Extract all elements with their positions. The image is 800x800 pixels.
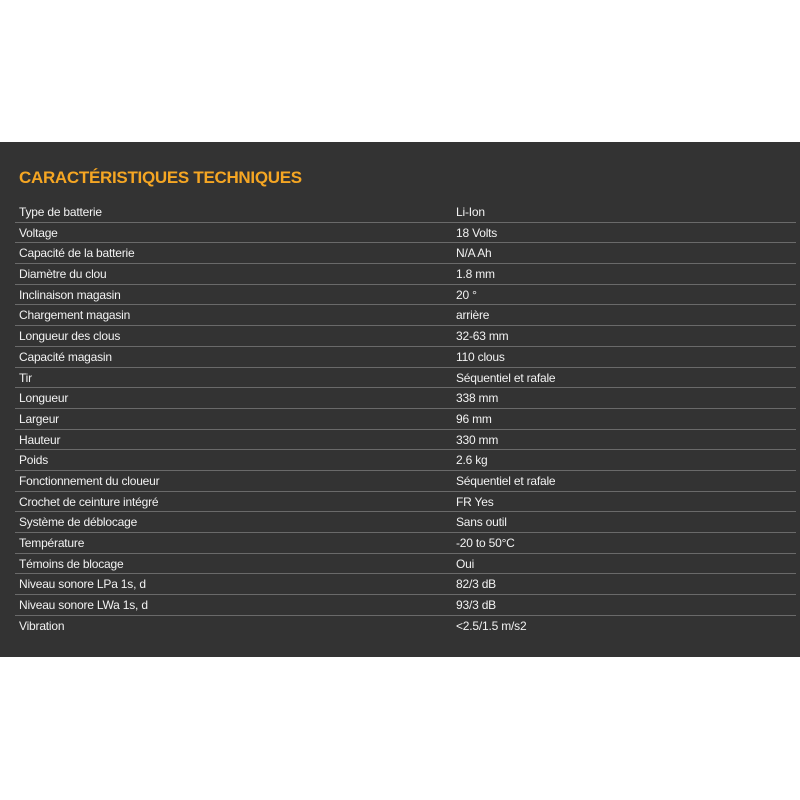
spec-value: 20 ° bbox=[456, 287, 477, 302]
spec-value: 96 mm bbox=[456, 411, 492, 426]
spec-label: Niveau sonore LWa 1s, d bbox=[19, 598, 148, 613]
spec-label: Capacité de la batterie bbox=[19, 246, 135, 261]
spec-value: N/A Ah bbox=[456, 246, 492, 261]
specs-panel bbox=[0, 142, 800, 657]
spec-label: Vibration bbox=[19, 618, 65, 633]
spec-label: Capacité magasin bbox=[19, 349, 112, 364]
spec-label: Diamètre du clou bbox=[19, 267, 107, 282]
spec-label: Système de déblocage bbox=[19, 515, 138, 530]
spec-label: Tir bbox=[19, 370, 32, 385]
spec-row bbox=[15, 243, 796, 264]
spec-label: Voltage bbox=[19, 225, 58, 240]
spec-row bbox=[15, 450, 796, 471]
spec-row bbox=[15, 471, 796, 492]
spec-row bbox=[15, 616, 796, 637]
spec-label: Type de batterie bbox=[19, 205, 102, 219]
spec-row bbox=[15, 285, 796, 306]
spec-row bbox=[15, 430, 796, 451]
spec-value: Li-Ion bbox=[456, 205, 485, 219]
spec-value: 32-63 mm bbox=[456, 329, 509, 344]
spec-value: arrière bbox=[456, 308, 490, 323]
spec-value: 110 clous bbox=[456, 349, 505, 364]
spec-value: 2.6 kg bbox=[456, 453, 488, 468]
spec-value: 338 mm bbox=[456, 391, 499, 406]
spec-row bbox=[15, 202, 796, 223]
spec-value: <2.5/1.5 m/s2 bbox=[456, 618, 527, 633]
spec-label: Chargement magasin bbox=[19, 308, 131, 323]
spec-value: 330 mm bbox=[456, 432, 499, 447]
spec-row bbox=[15, 554, 796, 575]
spec-label: Inclinaison magasin bbox=[19, 287, 121, 302]
spec-row bbox=[15, 595, 796, 616]
spec-value: Oui bbox=[456, 556, 475, 571]
spec-label: Longueur des clous bbox=[19, 329, 121, 344]
spec-value: 82/3 dB bbox=[456, 577, 496, 592]
spec-row bbox=[15, 347, 796, 368]
spec-label: Poids bbox=[19, 453, 49, 468]
spec-row bbox=[15, 492, 796, 513]
spec-value: -20 to 50°C bbox=[456, 536, 515, 550]
spec-value: Séquentiel et rafale bbox=[456, 473, 556, 488]
spec-row bbox=[15, 574, 796, 595]
spec-value: Séquentiel et rafale bbox=[456, 370, 556, 385]
spec-row bbox=[15, 264, 796, 285]
spec-label: Niveau sonore LPa 1s, d bbox=[19, 577, 146, 592]
spec-label: Crochet de ceinture intégré bbox=[19, 494, 159, 509]
spec-row bbox=[15, 305, 796, 326]
spec-row bbox=[15, 368, 796, 389]
spec-value: FR Yes bbox=[456, 494, 494, 509]
spec-row bbox=[15, 533, 796, 554]
spec-label: Température bbox=[19, 536, 85, 550]
spec-label: Largeur bbox=[19, 411, 59, 426]
spec-label: Fonctionnement du cloueur bbox=[19, 473, 160, 488]
spec-row bbox=[15, 326, 796, 347]
spec-value: 93/3 dB bbox=[456, 598, 496, 613]
spec-row bbox=[15, 388, 796, 409]
spec-label: Longueur bbox=[19, 391, 69, 406]
spec-value: 1.8 mm bbox=[456, 267, 495, 282]
specs-table bbox=[15, 202, 796, 636]
spec-value: 18 Volts bbox=[456, 225, 498, 240]
spec-row bbox=[15, 512, 796, 533]
spec-label: Hauteur bbox=[19, 432, 61, 447]
spec-row bbox=[15, 409, 796, 430]
spec-value: Sans outil bbox=[456, 515, 507, 530]
spec-row bbox=[15, 223, 796, 244]
section-title: CARACTÉRISTIQUES TECHNIQUES bbox=[19, 168, 302, 187]
spec-label: Témoins de blocage bbox=[19, 556, 124, 571]
